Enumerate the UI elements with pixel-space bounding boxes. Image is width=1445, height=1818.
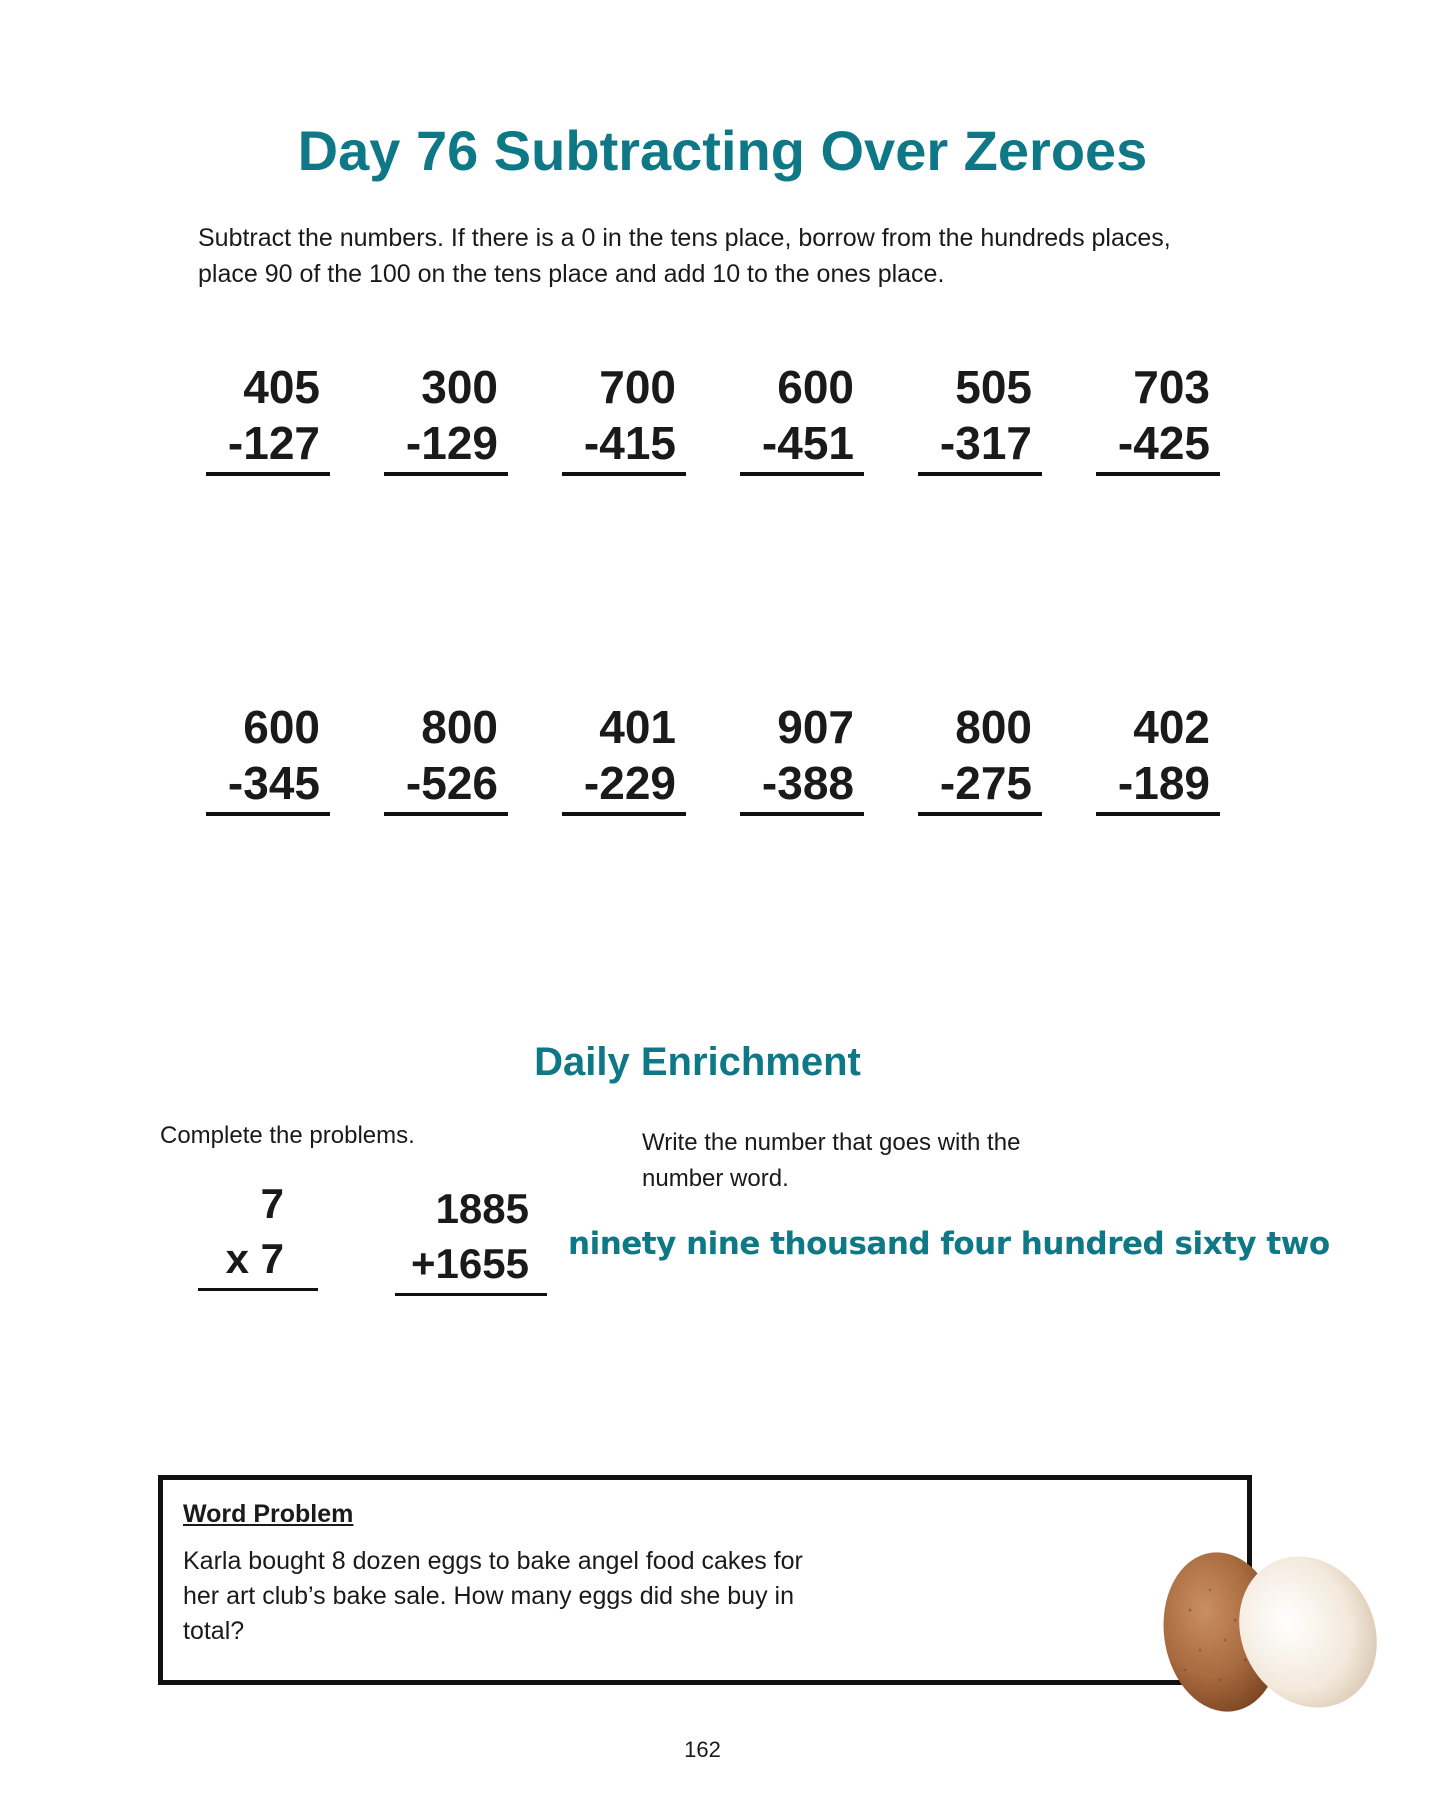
subtraction-problem [206, 700, 330, 816]
subtraction-problem [740, 700, 864, 816]
multiplication-problem [198, 1178, 318, 1291]
subtraction-problem [206, 360, 330, 476]
subtrahend: -189 [1096, 754, 1220, 816]
subtraction-problem [740, 360, 864, 476]
subtrahend: -415 [562, 414, 686, 476]
minuend: 300 [421, 361, 498, 413]
addition-problem [395, 1183, 547, 1296]
multiplicand: 7 [260, 1180, 284, 1227]
minuend: 505 [955, 361, 1032, 413]
word-problem-text [183, 1544, 863, 1649]
complete-problems-label: Complete the problems. [160, 1122, 415, 1149]
subtraction-problem [1096, 700, 1220, 816]
minuend: 800 [421, 701, 498, 753]
subtraction-problem [562, 360, 686, 476]
minuend: 401 [599, 701, 676, 753]
enrichment-title: Daily Enrichment [534, 1040, 861, 1084]
eggs-illustration [1150, 1540, 1390, 1720]
minuend: 600 [243, 701, 320, 753]
subtrahend: -425 [1096, 414, 1220, 476]
word-problem-line: total? [183, 1617, 245, 1645]
subtrahend: -317 [918, 414, 1042, 476]
instructions [198, 220, 1248, 292]
subtrahend: -451 [740, 414, 864, 476]
subtrahend: -129 [384, 414, 508, 476]
instructions-line: Subtract the numbers. If there is a 0 in the tens place, borrow from the hundreds places, [198, 224, 1171, 252]
word-problem-box [158, 1475, 1252, 1685]
minuend: 907 [777, 701, 854, 753]
subtrahend: -526 [384, 754, 508, 816]
page-number: 162 [684, 1737, 721, 1762]
subtraction-problem [918, 700, 1042, 816]
write-number-line: Write the number that goes with the [642, 1129, 1021, 1156]
subtraction-problem [562, 700, 686, 816]
write-number-label [642, 1125, 1020, 1197]
addend-top: 1885 [435, 1185, 529, 1232]
subtraction-problem [384, 360, 508, 476]
minuend: 600 [777, 361, 854, 413]
subtrahend: -229 [562, 754, 686, 816]
minuend: 405 [243, 361, 320, 413]
instructions-line: place 90 of the 100 on the tens place and add 10 to the ones place. [198, 260, 945, 288]
subtrahend: -388 [740, 754, 864, 816]
word-problem-line: her art club’s bake sale. How many eggs did she buy in [183, 1582, 794, 1610]
subtraction-problem [384, 700, 508, 816]
word-problem-line: Karla bought 8 dozen eggs to bake angel food cakes for [183, 1547, 803, 1575]
subtrahend: -127 [206, 414, 330, 476]
subtrahend: -275 [918, 754, 1042, 816]
addend-bottom: +1655 [395, 1235, 547, 1296]
page-title: Day 76 Subtracting Over Zeroes [297, 119, 1148, 182]
number-word: ninety nine thousand four hundred sixty two [568, 1226, 1330, 1262]
subtraction-problem [1096, 360, 1220, 476]
multiplier: x 7 [198, 1230, 318, 1291]
minuend: 703 [1133, 361, 1210, 413]
minuend: 700 [599, 361, 676, 413]
subtrahend: -345 [206, 754, 330, 816]
word-problem-heading: Word Problem [183, 1500, 354, 1528]
minuend: 402 [1133, 701, 1210, 753]
write-number-line: number word. [642, 1165, 789, 1192]
subtraction-problem [918, 360, 1042, 476]
minuend: 800 [955, 701, 1032, 753]
